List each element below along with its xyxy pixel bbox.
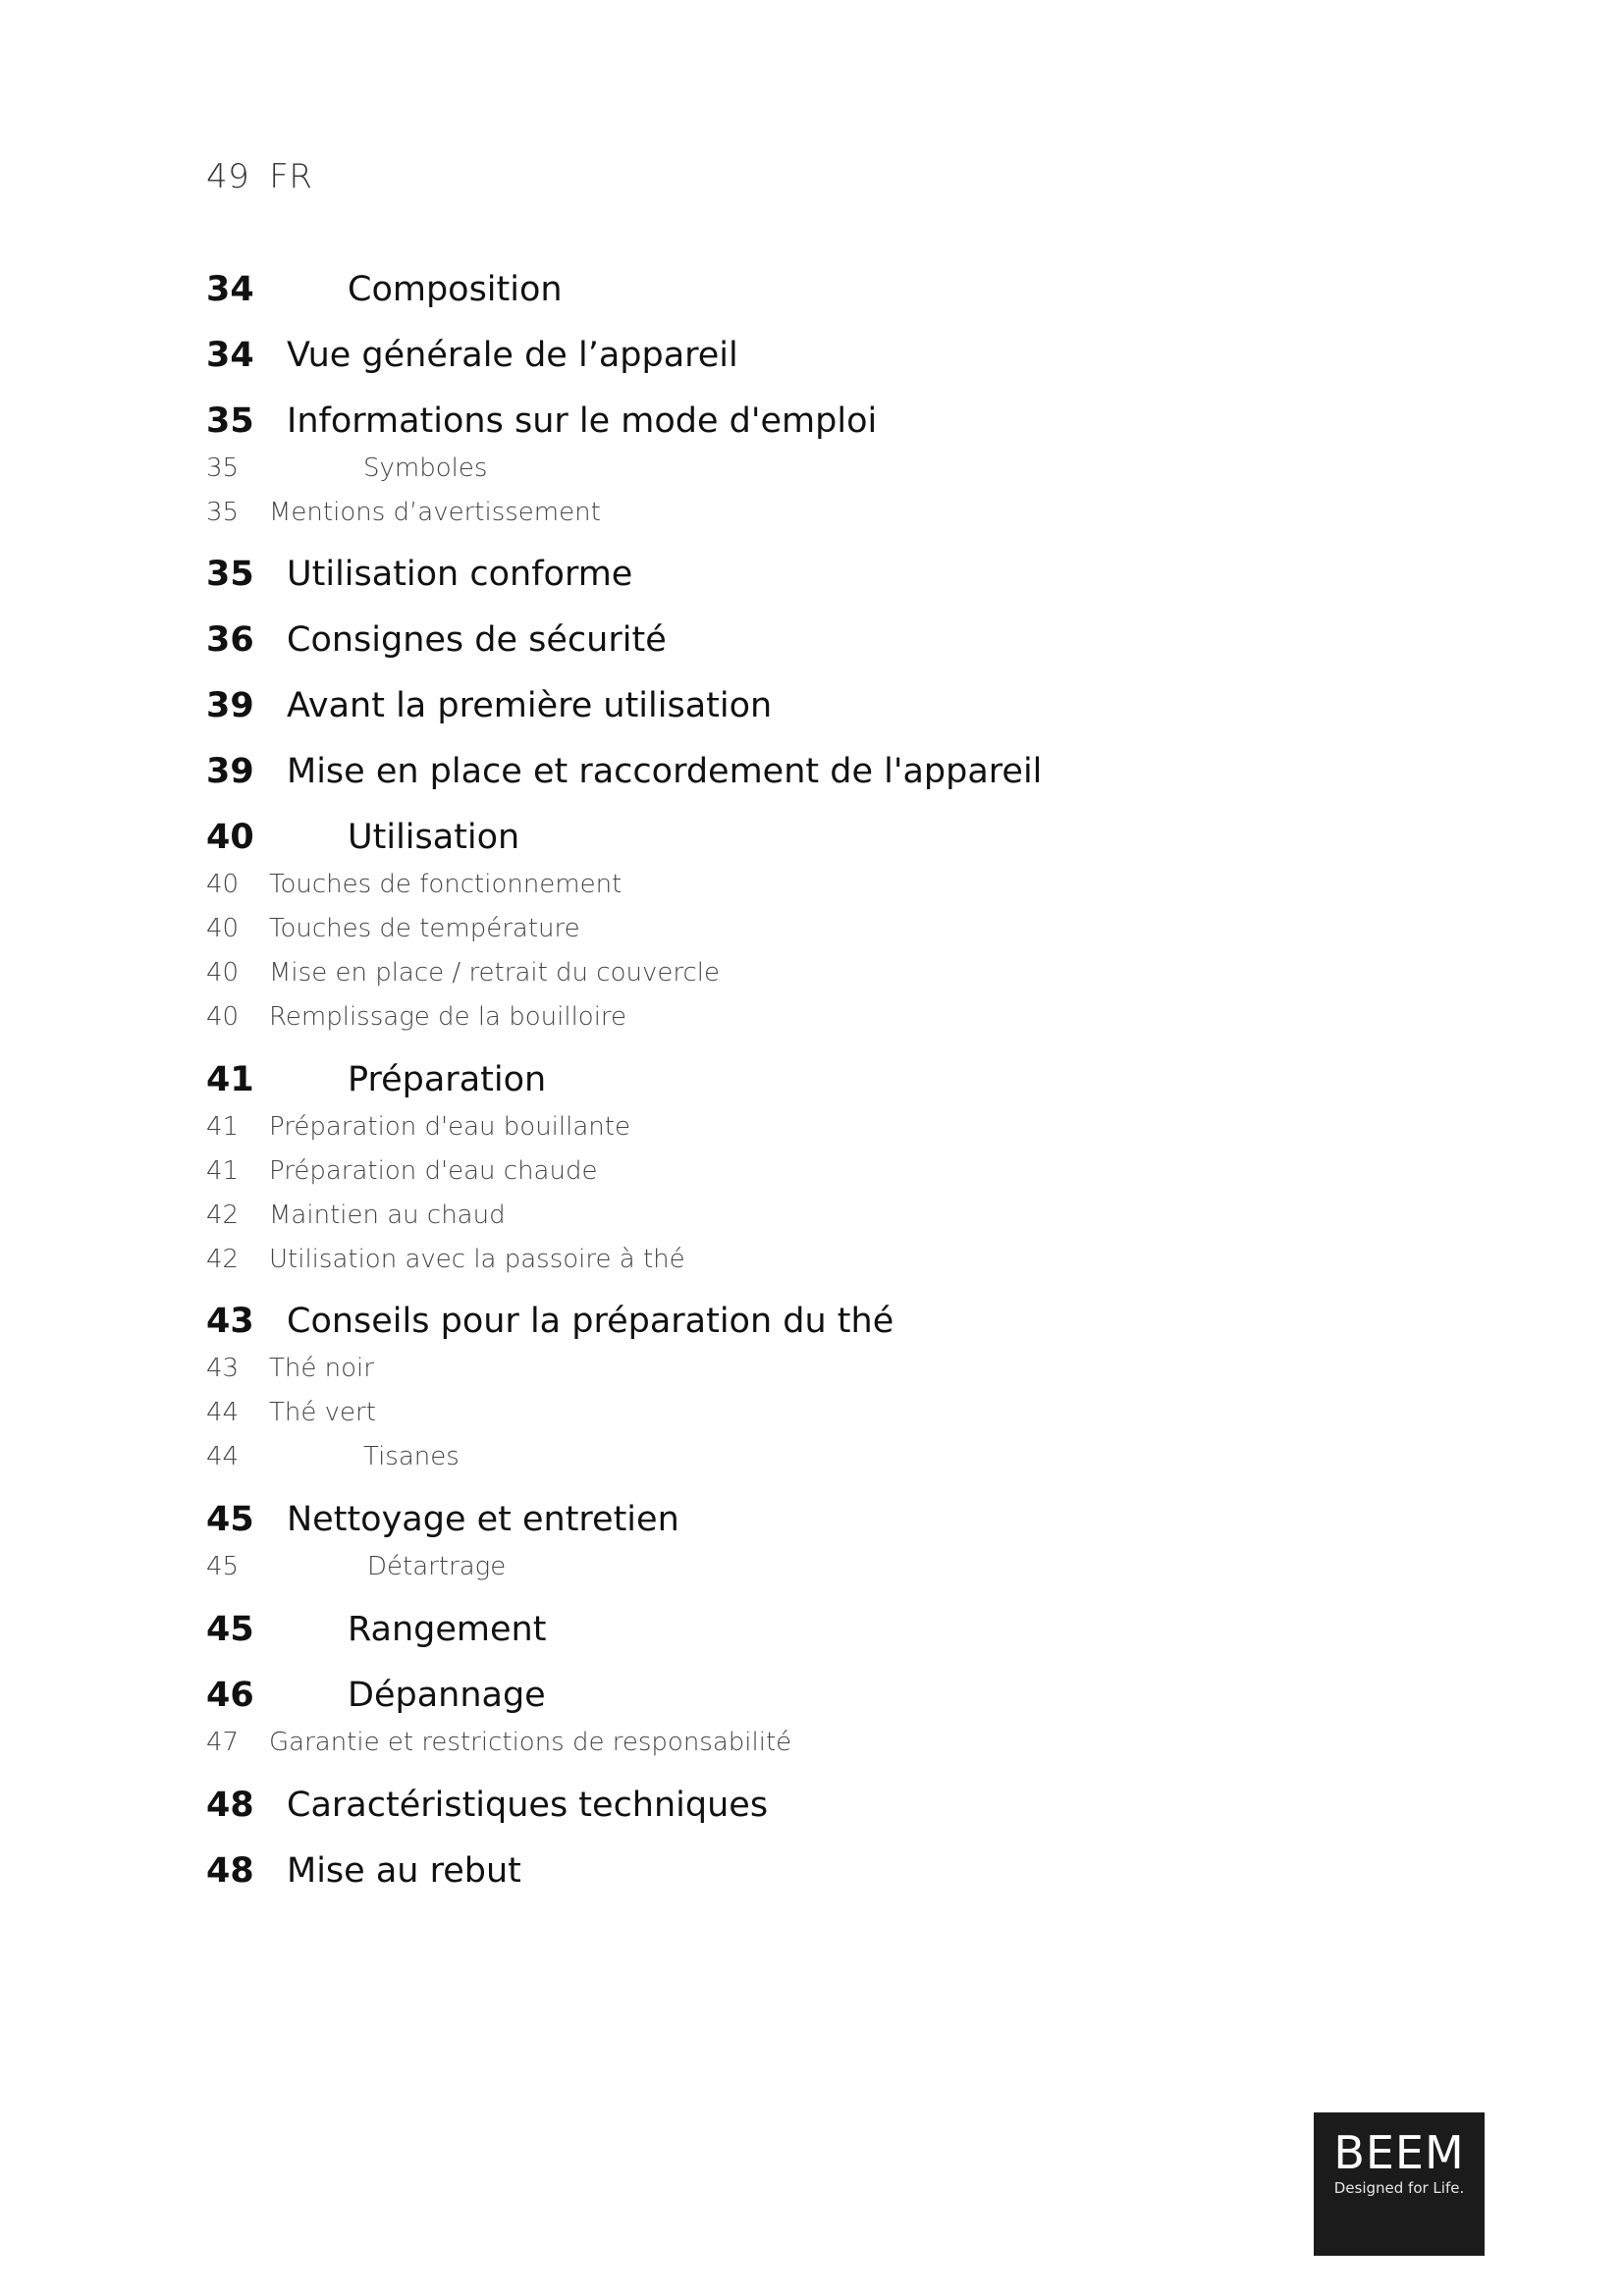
toc-title: Mise en place et raccordement de l'appareil [287,752,1043,791]
toc-page-number: 42 [206,1201,240,1230]
toc-title: Symboles [363,454,488,483]
toc-title: Utilisation [348,818,520,857]
toc-entry [206,401,878,441]
toc-entry [206,1610,547,1649]
toc-title: Conseils pour la préparation du thé [287,1302,894,1341]
logo-tagline: Designed for Life. [1333,2179,1465,2197]
toc-page-number: 44 [206,1442,240,1471]
toc-page-number: 45 [206,1610,254,1649]
toc-page-number: 40 [206,818,254,857]
toc-entry [206,1060,547,1099]
toc-entry [206,1158,597,1184]
logo-name: BEEM [1333,2126,1465,2179]
toc-entry [206,916,580,941]
toc-page-number: 39 [206,752,254,791]
toc-entry [206,1676,546,1715]
toc-page-number: 43 [206,1354,240,1383]
toc-page-number: 41 [206,1112,240,1142]
toc-entry [206,1851,521,1891]
toc-title: Nettoyage et entretien [287,1500,679,1539]
toc-entry [206,1500,679,1539]
toc-title: Détartrage [367,1552,507,1581]
language-code: FR [269,157,313,196]
toc-page-number: 45 [206,1500,254,1539]
toc-page-number: 45 [206,1552,240,1581]
toc-entry [206,1444,460,1469]
toc-entry [206,270,563,309]
toc-title: Composition [348,270,563,309]
toc-title: Préparation [348,1060,547,1099]
toc-page-number: 43 [206,1302,254,1341]
toc-title: Avant la première utilisation [287,686,773,725]
toc-entry [206,455,487,481]
toc-title: Mise au rebut [287,1851,521,1891]
toc-entry [206,555,633,594]
toc-title: Maintien au chaud [269,1201,506,1230]
toc-page-number: 35 [206,401,254,441]
toc-entry [206,686,773,725]
toc-entry [206,1004,626,1030]
toc-title: Tisanes [363,1442,460,1471]
toc-title: Consignes de sécurité [287,620,667,660]
toc-entry [206,620,667,660]
toc-title: Utilisation avec la passoire à thé [269,1245,685,1274]
toc-page-number: 41 [206,1156,240,1186]
toc-entry [206,500,601,525]
toc-page-number: 35 [206,454,240,483]
toc-page-number: 34 [206,270,254,309]
toc-entry [206,1554,506,1579]
toc-page-number: 41 [206,1060,254,1099]
toc-title: Touches de température [269,914,580,943]
toc-page-number: 35 [206,555,254,594]
toc-page-number: 48 [206,1786,254,1825]
toc-title: Dépannage [348,1676,546,1715]
toc-entry [206,752,1043,791]
toc-title: Garantie et restrictions de responsabilité [269,1728,792,1757]
toc-page-number: 35 [206,498,240,527]
toc-entry [206,1400,376,1425]
toc-title: Thé noir [269,1354,374,1383]
toc-title: Informations sur le mode d'emploi [287,401,878,441]
toc-page-number: 34 [206,336,254,375]
toc-page-number: 40 [206,958,240,988]
toc-title: Touches de fonctionnement [269,870,623,899]
toc-entry [206,960,720,986]
page-number: 49 [206,157,250,196]
toc-page-number: 48 [206,1851,254,1891]
brand-logo [1314,2112,1485,2256]
toc-page-number: 36 [206,620,254,660]
toc-page-number: 42 [206,1245,240,1274]
toc-entry [206,1730,791,1755]
toc-entry [206,1247,685,1272]
toc-entry [206,1356,374,1381]
toc-page-number: 44 [206,1398,240,1427]
toc-title: Vue générale de l’appareil [287,336,738,375]
toc-title: Mise en place / retrait du couvercle [269,958,720,988]
toc-entry [206,872,622,897]
toc-title: Thé vert [269,1398,376,1427]
toc-page-number: 47 [206,1728,240,1757]
toc-title: Caractéristiques techniques [287,1786,769,1825]
toc-title: Utilisation conforme [287,555,633,594]
toc-entry [206,1302,894,1341]
toc-page-number: 40 [206,870,240,899]
toc-title: Rangement [348,1610,547,1649]
toc-page-number: 40 [206,914,240,943]
toc-entry [206,818,520,857]
toc-entry [206,1114,630,1140]
toc-entry [206,1786,769,1825]
toc-entry [206,336,738,375]
toc-page-number: 39 [206,686,254,725]
toc-entry [206,1202,506,1228]
toc-title: Préparation d'eau chaude [269,1156,598,1186]
toc-title: Mentions d’avertissement [269,498,601,527]
toc-title: Préparation d'eau bouillante [269,1112,630,1142]
toc-title: Remplissage de la bouilloire [269,1002,627,1032]
toc-page-number: 46 [206,1676,254,1715]
toc-page-number: 40 [206,1002,240,1032]
